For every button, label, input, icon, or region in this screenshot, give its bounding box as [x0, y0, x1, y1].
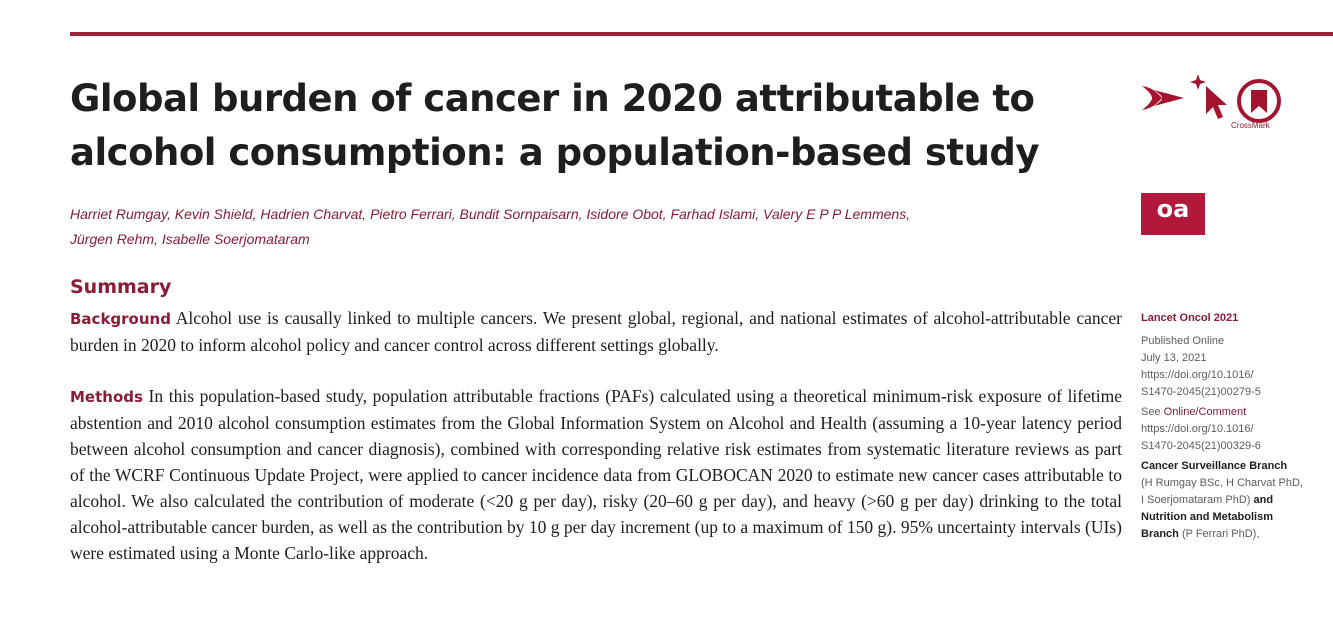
share-arrow-icon[interactable] [1140, 80, 1188, 121]
comment-link[interactable]: Online/Comment [1163, 406, 1247, 418]
background-label: Background [70, 310, 171, 328]
article-sidebar [1141, 310, 1331, 546]
affiliation-line-2-text: I Soerjomataram PhD) [1141, 494, 1251, 506]
cursor-spark-icon[interactable] [1190, 72, 1230, 127]
affiliation-line-4-text: (P Ferrari PhD), [1178, 528, 1260, 540]
comment-doi-part-1[interactable]: https://doi.org/10.1016/ [1141, 423, 1254, 435]
affiliation-line-1: (H Rumgay BSc, H Charvat PhD, [1141, 477, 1303, 489]
published-date: July 13, 2021 [1141, 352, 1207, 364]
article-title: Global burden of cancer in 2020 attributable to alcohol consumption: a population-based study [70, 77, 1040, 174]
affiliation-line-4 [1141, 526, 1331, 543]
header-rule [70, 32, 1333, 36]
see-also-line [1141, 404, 1331, 421]
summary-heading: Summary [70, 276, 172, 298]
author-list [70, 202, 1070, 252]
open-access-badge [1141, 193, 1205, 235]
publication-info [1141, 333, 1331, 401]
affiliations [1141, 458, 1331, 543]
doi-link-part-2[interactable]: S1470-2045(21)00279-5 [1141, 386, 1261, 398]
affiliation-and: and [1250, 494, 1274, 506]
methods-paragraph [70, 383, 1122, 566]
comment-doi-part-2[interactable]: S1470-2045(21)00329-6 [1141, 440, 1261, 452]
methods-label: Methods [70, 388, 143, 406]
background-paragraph [70, 305, 1122, 358]
affiliation-line-2 [1141, 492, 1331, 509]
see-also-info [1141, 404, 1331, 455]
open-access-text: oa [1156, 195, 1190, 223]
published-label: Published Online [1141, 335, 1225, 347]
authors-line-2[interactable]: Jürgen Rehm, Isabelle Soerjomataram [70, 231, 310, 247]
methods-text: In this population-based study, population attributable fractions (PAFs) calculated using a theoretical minimum-risk exposure of lifetime abstention and 2010 alcohol consumption estimates from the Global Information System on Alcohol and Health (assuming a 10-year latency period between alcohol consumption and cancer diagnosis), combined with corresponding relative risk estimates from systematic literature reviews as part of the WCRF Continuous Update Project, were applied to cancer incidence data from GLOBOCAN 2020 to estimate new cancer cases attributable to alcohol. We also calculated the contribution of moderate (<20 g per day), risky (20–60 g per day), and heavy (>60 g per day) drinking to the total alcohol-attributable cancer burden, as well as the contribution by 10 g per day increment (up to a maximum of 150 g). 95% uncertainty intervals (UIs) were estimated using a Monte Carlo-like approach. [70, 386, 1122, 563]
affiliation-title: Cancer Surveillance Branch [1141, 460, 1288, 472]
affiliation-branch: Branch [1141, 528, 1179, 540]
crossmark-label: CrossMark [1231, 121, 1270, 130]
doi-link-part-1[interactable]: https://doi.org/10.1016/ [1141, 369, 1254, 381]
journal-citation: Lancet Oncol 2021 [1141, 312, 1239, 324]
see-prefix: See [1141, 406, 1164, 418]
affiliation-line-3: Nutrition and Metabolism [1141, 511, 1273, 523]
background-text: Alcohol use is causally linked to multiple cancers. We present global, regional, and national estimates of alcohol-attributable cancer burden in 2020 to inform alcohol policy and cancer control across different settings globally. [70, 308, 1122, 355]
authors-line-1[interactable]: Harriet Rumgay, Kevin Shield, Hadrien Charvat, Pietro Ferrari, Bundit Sornpaisarn, Isidore Obot, Farhad Islami, Valery E P P Lemmens, [70, 206, 911, 222]
